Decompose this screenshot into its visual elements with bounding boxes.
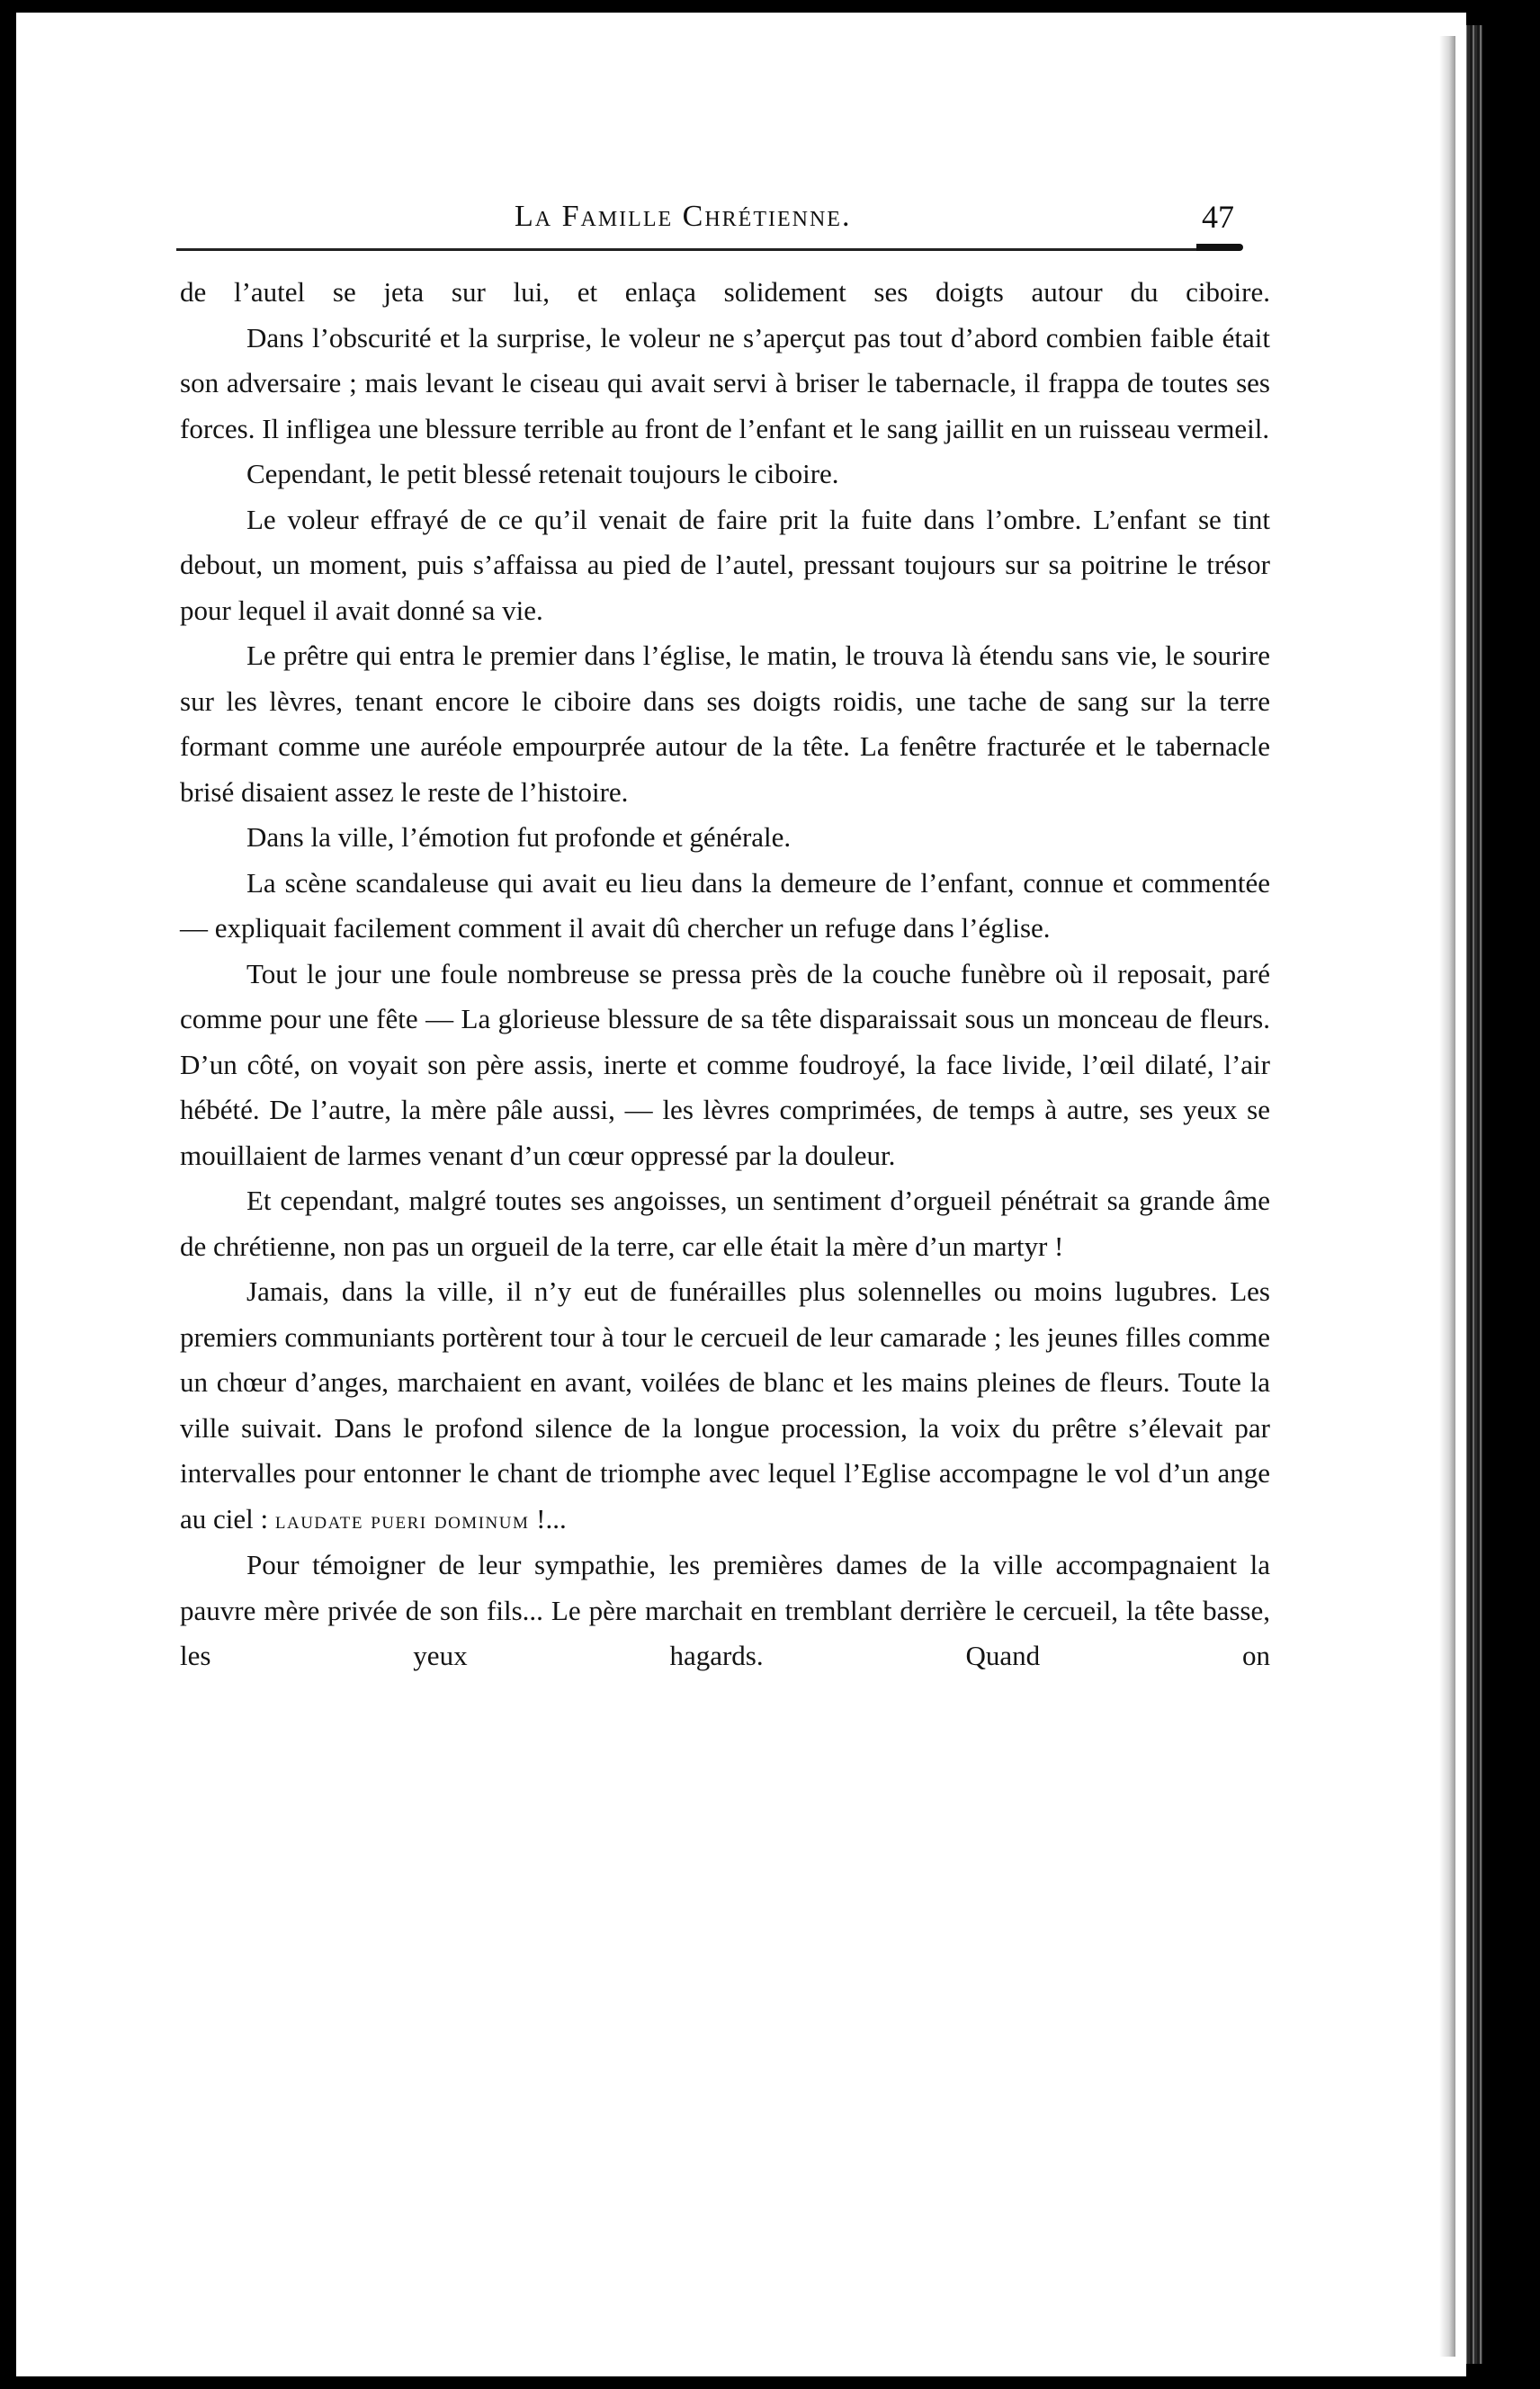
page-number: 47	[1202, 199, 1234, 235]
body-text	[180, 270, 1270, 1679]
latin-chant: laudate pueri dominum	[274, 1506, 530, 1534]
paragraph-9: Et cependant, malgré toutes ses angoisses, un sentiment d’orgueil pénétrait sa grande âme de chrétienne, non pas un orgueil de la terre, car elle était la mère d’un martyr !	[180, 1185, 1270, 1262]
running-head	[176, 187, 1247, 241]
paragraph-7: La scène scandaleuse qui avait eu lieu dans la demeure de l’enfant, connue et commentée — expliquait facilement comment il avait dû chercher un refuge dans l’église.	[180, 866, 1270, 944]
header-rule	[176, 248, 1234, 251]
page-edge-shadow	[1439, 36, 1455, 2357]
paragraph-6: Dans la ville, l’émotion fut profonde et générale.	[246, 821, 792, 853]
header-rule-end	[1196, 244, 1243, 251]
running-title: La Famille Chrétienne.	[515, 200, 852, 233]
paragraph-10-text: Jamais, dans la ville, il n’y eut de funérailles plus solennelles ou moins lugubres. Les premiers communiants portèrent tour à tour le cercueil de leur camarade ; les jeunes filles comme un chœur d’anges, marchaient en avant, voilées de blanc et les mains pleines de fleurs. Toute la ville suivait. Dans le profond silence de la longue procession, la voix du prêtre s’élevait par intervalles pour entonner le chant de triomphe avec lequel l’Eglise accompagne le vol d’un ange au ciel :	[180, 1275, 1270, 1535]
paragraph-1: de l’autel se jeta sur lui, et enlaça solidement ses doigts autour du ciboire.	[180, 276, 1270, 308]
paragraph-5: Le prêtre qui entra le premier dans l’église, le matin, le trouva là étendu sans vie, le sourire sur les lèvres, tenant encore le ciboire dans ses doigts roidis, une tache de sang sur la terre formant comme une auréole empourprée autour de la tête. La fenêtre fracturée et le tabernacle brisé disaient assez le reste de l’histoire.	[180, 640, 1270, 808]
paragraph-10-end: !...	[529, 1502, 567, 1535]
paragraph-11: Pour témoigner de leur sympathie, les premières dames de la ville accompagnaient la pauvre mère privée de son fils... Le père marchait en tremblant derrière le cercueil, la tête basse, les yeux hagards. Quand on	[180, 1549, 1270, 1671]
paragraph-10	[180, 1269, 1270, 1543]
paragraph-8: Tout le jour une foule nombreuse se pressa près de la couche funèbre où il reposait, paré comme pour une fête — La glorieuse blessure de sa tête disparaissait sous un monceau de fleurs. D’un côté, on voyait son père assis, inerte et comme foudroyé, la face livide, l’œil dilaté, l’air hébété. De l’autre, la mère pâle aussi, — les lèvres comprimées, de temps à autre, ses yeux se mouillaient de larmes venant d’un cœur oppressé par la douleur.	[180, 957, 1270, 1171]
paragraph-4: Le voleur effrayé de ce qu’il venait de faire prit la fuite dans l’ombre. L’enfant se tint debout, un moment, puis s’affaissa au pied de l’autel, pressant toujours sur sa poitrine le trésor pour lequel il avait donné sa vie.	[180, 503, 1270, 626]
paragraph-2: Dans l’obscurité et la surprise, le voleur ne s’aperçut pas tout d’abord combien faible était son adversaire ; mais levant le ciseau qui avait servi à briser le tabernacle, il frappa de toutes ses forces. Il infligea une blessure terrible au front de l’enfant et le sang jaillit en un ruisseau vermeil.	[180, 321, 1270, 444]
paragraph-3: Cependant, le petit blessé retenait toujours le ciboire.	[246, 458, 839, 489]
